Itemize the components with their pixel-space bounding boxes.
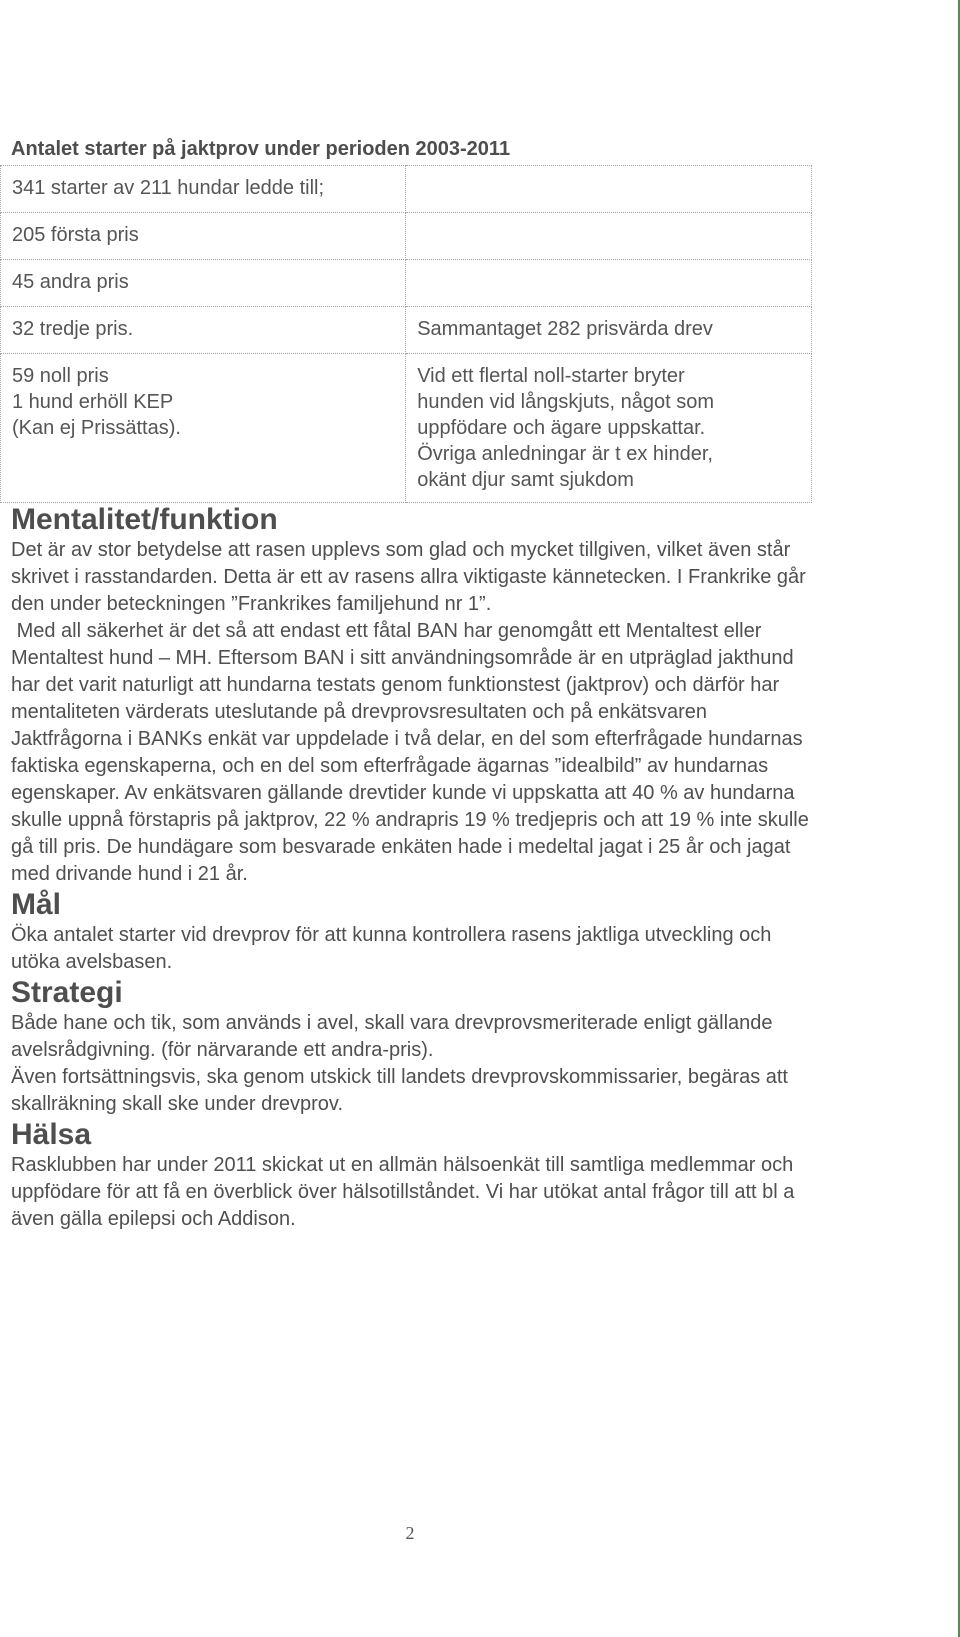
page-number: 2 — [405, 1523, 415, 1543]
mal-heading: Mål — [11, 888, 62, 921]
table-cell: 32 tredje pris. — [1, 307, 406, 354]
table-cell: Sammantaget 282 prisvärda drev — [406, 307, 812, 354]
mal-paragraph: Öka antalet starter vid drevprov för att kunna kontrollera rasens jaktliga utveckling och utöka avelsbasen. — [11, 924, 772, 973]
page-content — [11, 130, 821, 1233]
mentalitet-paragraph-1: Det är av stor betydelse att rasen upplevs som glad och mycket tillgiven, vilket även står skrivet i rasstandarden. Detta är ett av rasens allra viktigaste kännetecken. I Frankrike går den under beteckningen ”Frankrikes familjehund nr 1”. — [11, 539, 806, 615]
table-cell: 205 första pris — [1, 213, 406, 260]
table-title: Antalet starter på jaktprov under perioden 2003-2011 — [11, 138, 511, 160]
table-row — [1, 307, 812, 354]
strategi-paragraph-2: Även fortsättningsvis, ska genom utskick till landets drevprovskommissarier, begäras att skallräkning skall ske under drevprov. — [11, 1066, 788, 1115]
table-row — [1, 213, 812, 260]
mentalitet-heading: Mentalitet/funktion — [11, 503, 278, 536]
table-cell: 59 noll pris 1 hund erhöll KEP (Kan ej Prissättas). — [1, 354, 406, 503]
halsa-paragraph: Rasklubben har under 2011 skickat ut en allmän hälsoenkät till samtliga medlemmar och uppfödare för att få en överblick över hälsotillståndet. Vi har utökat antal frågor till att bl a även gälla epilepsi och Addison. — [11, 1154, 795, 1230]
table-cell: 341 starter av 211 hundar ledde till; — [1, 166, 406, 213]
table-row — [1, 354, 812, 503]
table-cell: 45 andra pris — [1, 260, 406, 307]
table-cell: Vid ett flertal noll-starter bryter hunden vid långskjuts, något som uppfödare och ägare uppskattar. Övriga anledningar är t ex hinder, okänt djur samt sjukdom — [406, 354, 812, 503]
strategi-paragraph-1: Både hane och tik, som används i avel, skall vara drevprovsmeriterade enligt gällande avelsrådgivning. (för närvarande ett andra-pris). — [11, 1012, 773, 1061]
starts-table — [0, 165, 812, 503]
table-row — [1, 166, 812, 213]
table-cell — [406, 260, 812, 307]
table-cell — [406, 213, 812, 260]
table-cell — [406, 166, 812, 213]
mentalitet-paragraph-2: Med all säkerhet är det så att endast ett fåtal BAN har genomgått ett Mentaltest eller Mentaltest hund – MH. Eftersom BAN i sitt användningsområde är en utpräglad jakthund har det varit naturligt att hundarna testats genom funktionstest (jaktprov) och därför har mentaliteten värderats uteslutande på drevprovsresultaten och på enkätsvaren Jaktfrågorna i BANKs enkät var uppdelade i två delar, en del som efterfrågade hundarnas faktiska egenskaperna, och en del som efterfrågade ägarnas ”idealbild” av hundarnas egenskaper. Av enkätsvaren gällande drevtider kunde vi uppskatta att 40 % av hundarna skulle uppnå förstapris på jaktprov, 22 % andrapris 19 % tredjepris och att 19 % inte skulle gå till pris. De hundägare som besvarade enkäten hade i medeltal jagat i 25 år och jagat med drivande hund i 21 år. — [11, 620, 815, 885]
strategi-heading: Strategi — [11, 976, 123, 1009]
table-row — [1, 260, 812, 307]
halsa-heading: Hälsa — [11, 1118, 92, 1151]
